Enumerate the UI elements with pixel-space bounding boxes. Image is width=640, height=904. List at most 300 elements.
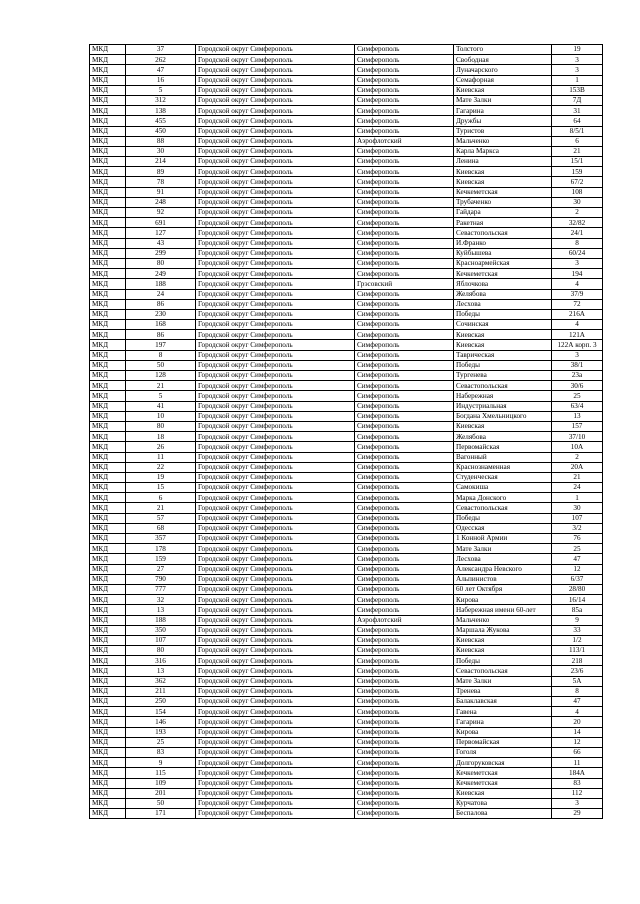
street-cell: Трубаченко — [454, 197, 552, 207]
type-cell: МКД — [90, 146, 126, 156]
house-cell: 194 — [552, 269, 603, 279]
house-cell: 30 — [552, 503, 603, 513]
locality-cell: Симферополь — [355, 289, 454, 299]
number-cell: 86 — [126, 299, 196, 309]
type-cell: МКД — [90, 513, 126, 523]
table-row — [90, 340, 603, 350]
house-cell: 11 — [552, 758, 603, 768]
number-cell: 21 — [126, 503, 196, 513]
street-cell: Желябова — [454, 432, 552, 442]
table-row — [90, 554, 603, 564]
locality-cell: Симферополь — [355, 564, 454, 574]
house-cell: 72 — [552, 299, 603, 309]
type-cell: МКД — [90, 55, 126, 65]
street-cell: Севастопольская — [454, 503, 552, 513]
locality-cell: Симферополь — [355, 401, 454, 411]
street-cell: Свободная — [454, 55, 552, 65]
table-row — [90, 197, 603, 207]
table-row — [90, 45, 603, 55]
district-cell: Городской округ Симферополь — [196, 432, 355, 442]
district-cell: Городской округ Симферополь — [196, 564, 355, 574]
locality-cell: Симферополь — [355, 258, 454, 268]
house-cell: 21 — [552, 146, 603, 156]
table-row — [90, 299, 603, 309]
street-cell: Красноармейская — [454, 258, 552, 268]
district-cell: Городской округ Симферополь — [196, 65, 355, 75]
table-row — [90, 747, 603, 757]
number-cell: 299 — [126, 248, 196, 258]
street-cell: Киевская — [454, 788, 552, 798]
type-cell: МКД — [90, 350, 126, 360]
house-cell: 1 — [552, 493, 603, 503]
house-cell: 33 — [552, 625, 603, 635]
locality-cell: Симферополь — [355, 707, 454, 717]
locality-cell: Симферополь — [355, 167, 454, 177]
district-cell: Городской округ Симферополь — [196, 411, 355, 421]
district-cell: Городской округ Симферополь — [196, 523, 355, 533]
type-cell: МКД — [90, 778, 126, 788]
street-cell: Мальченко — [454, 615, 552, 625]
locality-cell: Аэрофлотский — [355, 136, 454, 146]
district-cell: Городской округ Симферополь — [196, 574, 355, 584]
locality-cell: Аэрофлотский — [355, 615, 454, 625]
table-row — [90, 697, 603, 707]
house-cell: 28/80 — [552, 584, 603, 594]
house-cell: 23/6 — [552, 666, 603, 676]
type-cell: МКД — [90, 85, 126, 95]
district-cell: Городской округ Симферополь — [196, 584, 355, 594]
house-cell: 16/14 — [552, 595, 603, 605]
number-cell: 9 — [126, 758, 196, 768]
house-cell: 9 — [552, 615, 603, 625]
number-cell: 91 — [126, 187, 196, 197]
type-cell: МКД — [90, 208, 126, 218]
street-cell: Александра Невского — [454, 564, 552, 574]
housing-table — [89, 44, 603, 819]
street-cell: Сочинская — [454, 320, 552, 330]
street-cell: Луначарского — [454, 65, 552, 75]
locality-cell: Симферополь — [355, 65, 454, 75]
house-cell: 1/2 — [552, 635, 603, 645]
street-cell: Первомайская — [454, 737, 552, 747]
locality-cell: Симферополь — [355, 371, 454, 381]
number-cell: 86 — [126, 330, 196, 340]
district-cell: Городской округ Симферополь — [196, 360, 355, 370]
type-cell: МКД — [90, 432, 126, 442]
locality-cell: Симферополь — [355, 330, 454, 340]
table-row — [90, 320, 603, 330]
table-row — [90, 411, 603, 421]
table-row — [90, 656, 603, 666]
number-cell: 201 — [126, 788, 196, 798]
number-cell: 214 — [126, 157, 196, 167]
table-row — [90, 187, 603, 197]
table-row — [90, 625, 603, 635]
locality-cell: Симферополь — [355, 513, 454, 523]
house-cell: 2 — [552, 208, 603, 218]
house-cell: 64 — [552, 116, 603, 126]
house-cell: 21 — [552, 472, 603, 482]
number-cell: 80 — [126, 646, 196, 656]
type-cell: МКД — [90, 686, 126, 696]
street-cell: Толстого — [454, 45, 552, 55]
number-cell: 350 — [126, 625, 196, 635]
type-cell: МКД — [90, 330, 126, 340]
number-cell: 15 — [126, 483, 196, 493]
type-cell: МКД — [90, 197, 126, 207]
locality-cell: Грэсовский — [355, 279, 454, 289]
house-cell: 76 — [552, 534, 603, 544]
table-row — [90, 309, 603, 319]
number-cell: 211 — [126, 686, 196, 696]
table-row — [90, 595, 603, 605]
number-cell: 8 — [126, 350, 196, 360]
table-row — [90, 493, 603, 503]
type-cell: МКД — [90, 554, 126, 564]
locality-cell: Симферополь — [355, 625, 454, 635]
district-cell: Городской округ Симферополь — [196, 656, 355, 666]
number-cell: 362 — [126, 676, 196, 686]
street-cell: Севастопольская — [454, 381, 552, 391]
house-cell: 32/82 — [552, 218, 603, 228]
table-row — [90, 85, 603, 95]
number-cell: 13 — [126, 666, 196, 676]
house-cell: 30/6 — [552, 381, 603, 391]
district-cell: Городской округ Симферополь — [196, 197, 355, 207]
locality-cell: Симферополь — [355, 177, 454, 187]
locality-cell: Симферополь — [355, 534, 454, 544]
table-row — [90, 157, 603, 167]
house-cell: 8 — [552, 686, 603, 696]
locality-cell: Симферополь — [355, 798, 454, 808]
number-cell: 168 — [126, 320, 196, 330]
type-cell: МКД — [90, 75, 126, 85]
locality-cell: Симферополь — [355, 676, 454, 686]
number-cell: 107 — [126, 635, 196, 645]
street-cell: Гагарина — [454, 106, 552, 116]
number-cell: 357 — [126, 534, 196, 544]
street-cell: Вагонный — [454, 452, 552, 462]
street-cell: Студенческая — [454, 472, 552, 482]
street-cell: Победы — [454, 309, 552, 319]
locality-cell: Симферополь — [355, 483, 454, 493]
street-cell: Кирова — [454, 595, 552, 605]
type-cell: МКД — [90, 187, 126, 197]
type-cell: МКД — [90, 299, 126, 309]
district-cell: Городской округ Симферополь — [196, 371, 355, 381]
number-cell: 24 — [126, 289, 196, 299]
street-cell: Одесская — [454, 523, 552, 533]
number-cell: 188 — [126, 615, 196, 625]
street-cell: Семафорная — [454, 75, 552, 85]
number-cell: 18 — [126, 432, 196, 442]
house-cell: 108 — [552, 187, 603, 197]
house-cell: 85а — [552, 605, 603, 615]
district-cell: Городской округ Симферополь — [196, 768, 355, 778]
district-cell: Городской округ Симферополь — [196, 208, 355, 218]
house-cell: 67/2 — [552, 177, 603, 187]
number-cell: 262 — [126, 55, 196, 65]
district-cell: Городской округ Симферополь — [196, 798, 355, 808]
district-cell: Городской округ Симферополь — [196, 45, 355, 55]
locality-cell: Симферополь — [355, 635, 454, 645]
house-cell: 15/1 — [552, 157, 603, 167]
locality-cell: Симферополь — [355, 605, 454, 615]
locality-cell: Симферополь — [355, 187, 454, 197]
locality-cell: Симферополь — [355, 269, 454, 279]
number-cell: 171 — [126, 809, 196, 819]
type-cell: МКД — [90, 126, 126, 136]
locality-cell: Симферополь — [355, 768, 454, 778]
table-row — [90, 727, 603, 737]
type-cell: МКД — [90, 452, 126, 462]
type-cell: МКД — [90, 798, 126, 808]
number-cell: 250 — [126, 697, 196, 707]
type-cell: МКД — [90, 574, 126, 584]
district-cell: Городской округ Симферополь — [196, 778, 355, 788]
district-cell: Городской округ Симферополь — [196, 697, 355, 707]
street-cell: Карла Маркса — [454, 146, 552, 156]
number-cell: 197 — [126, 340, 196, 350]
street-cell: Победы — [454, 360, 552, 370]
table-row — [90, 574, 603, 584]
type-cell: МКД — [90, 666, 126, 676]
table-row — [90, 483, 603, 493]
table-row — [90, 146, 603, 156]
street-cell: Лесхова — [454, 299, 552, 309]
table-row — [90, 360, 603, 370]
number-cell: 47 — [126, 65, 196, 75]
district-cell: Городской округ Симферополь — [196, 320, 355, 330]
table-row — [90, 615, 603, 625]
table-row — [90, 55, 603, 65]
locality-cell: Симферополь — [355, 146, 454, 156]
house-cell: 31 — [552, 106, 603, 116]
number-cell: 80 — [126, 421, 196, 431]
table-row — [90, 635, 603, 645]
type-cell: МКД — [90, 758, 126, 768]
street-cell: Кечкеметская — [454, 187, 552, 197]
district-cell: Городской округ Симферополь — [196, 248, 355, 258]
street-cell: Киевская — [454, 646, 552, 656]
district-cell: Городской округ Симферополь — [196, 595, 355, 605]
table-row — [90, 666, 603, 676]
type-cell: МКД — [90, 289, 126, 299]
house-cell: 112 — [552, 788, 603, 798]
table-row — [90, 513, 603, 523]
house-cell: 113/1 — [552, 646, 603, 656]
number-cell: 128 — [126, 371, 196, 381]
type-cell: МКД — [90, 167, 126, 177]
district-cell: Городской округ Симферополь — [196, 157, 355, 167]
type-cell: МКД — [90, 442, 126, 452]
district-cell: Городской округ Симферополь — [196, 75, 355, 85]
number-cell: 25 — [126, 737, 196, 747]
locality-cell: Симферополь — [355, 45, 454, 55]
street-cell: Альпинистов — [454, 574, 552, 584]
number-cell: 92 — [126, 208, 196, 218]
type-cell: МКД — [90, 737, 126, 747]
number-cell: 88 — [126, 136, 196, 146]
street-cell: Яблочкова — [454, 279, 552, 289]
type-cell: МКД — [90, 360, 126, 370]
locality-cell: Симферополь — [355, 85, 454, 95]
house-cell: 63/4 — [552, 401, 603, 411]
street-cell: Марка Донского — [454, 493, 552, 503]
district-cell: Городской округ Симферополь — [196, 666, 355, 676]
district-cell: Городской округ Симферополь — [196, 513, 355, 523]
district-cell: Городской округ Симферополь — [196, 646, 355, 656]
locality-cell: Симферополь — [355, 493, 454, 503]
type-cell: МКД — [90, 625, 126, 635]
district-cell: Городской округ Симферополь — [196, 279, 355, 289]
type-cell: МКД — [90, 218, 126, 228]
type-cell: МКД — [90, 656, 126, 666]
house-cell: 157 — [552, 421, 603, 431]
locality-cell: Симферополь — [355, 666, 454, 676]
locality-cell: Симферополь — [355, 432, 454, 442]
street-cell: Киевская — [454, 635, 552, 645]
type-cell: МКД — [90, 371, 126, 381]
locality-cell: Симферополь — [355, 350, 454, 360]
number-cell: 316 — [126, 656, 196, 666]
number-cell: 691 — [126, 218, 196, 228]
number-cell: 248 — [126, 197, 196, 207]
street-cell: Киевская — [454, 85, 552, 95]
district-cell: Городской округ Симферополь — [196, 554, 355, 564]
district-cell: Городской округ Симферополь — [196, 462, 355, 472]
number-cell: 193 — [126, 727, 196, 737]
type-cell: МКД — [90, 340, 126, 350]
type-cell: МКД — [90, 676, 126, 686]
house-cell: 4 — [552, 320, 603, 330]
number-cell: 5 — [126, 391, 196, 401]
table-row — [90, 737, 603, 747]
type-cell: МКД — [90, 106, 126, 116]
number-cell: 790 — [126, 574, 196, 584]
locality-cell: Симферополь — [355, 218, 454, 228]
locality-cell: Симферополь — [355, 717, 454, 727]
number-cell: 249 — [126, 269, 196, 279]
street-cell: И.Франко — [454, 238, 552, 248]
house-cell: 122А корп. 3 — [552, 340, 603, 350]
street-cell: Краснознаменная — [454, 462, 552, 472]
number-cell: 32 — [126, 595, 196, 605]
table-row — [90, 564, 603, 574]
locality-cell: Симферополь — [355, 228, 454, 238]
type-cell: МКД — [90, 523, 126, 533]
number-cell: 78 — [126, 177, 196, 187]
house-cell: 3/2 — [552, 523, 603, 533]
type-cell: МКД — [90, 707, 126, 717]
table-row — [90, 646, 603, 656]
locality-cell: Симферополь — [355, 381, 454, 391]
district-cell: Городской округ Симферополь — [196, 258, 355, 268]
house-cell: 6 — [552, 136, 603, 146]
district-cell: Городской округ Симферополь — [196, 737, 355, 747]
house-cell: 29 — [552, 809, 603, 819]
house-cell: 20 — [552, 717, 603, 727]
number-cell: 312 — [126, 95, 196, 105]
district-cell: Городской округ Симферополь — [196, 330, 355, 340]
locality-cell: Симферополь — [355, 340, 454, 350]
locality-cell: Симферополь — [355, 106, 454, 116]
table-row — [90, 208, 603, 218]
district-cell: Городской округ Симферополь — [196, 615, 355, 625]
district-cell: Городской округ Симферополь — [196, 309, 355, 319]
house-cell: 3 — [552, 350, 603, 360]
house-cell: 13 — [552, 411, 603, 421]
type-cell: МКД — [90, 462, 126, 472]
table-row — [90, 686, 603, 696]
house-cell: 8/5/1 — [552, 126, 603, 136]
district-cell: Городской округ Симферополь — [196, 299, 355, 309]
table-row — [90, 106, 603, 116]
district-cell: Городской округ Симферополь — [196, 85, 355, 95]
table-row — [90, 228, 603, 238]
table-row — [90, 258, 603, 268]
locality-cell: Симферополь — [355, 421, 454, 431]
locality-cell: Симферополь — [355, 727, 454, 737]
house-cell: 216А — [552, 309, 603, 319]
locality-cell: Симферополь — [355, 758, 454, 768]
locality-cell: Симферополь — [355, 309, 454, 319]
house-cell: 8 — [552, 238, 603, 248]
district-cell: Городской округ Симферополь — [196, 452, 355, 462]
street-cell: Самокиша — [454, 483, 552, 493]
table-row — [90, 544, 603, 554]
locality-cell: Симферополь — [355, 391, 454, 401]
street-cell: Кечкеметская — [454, 768, 552, 778]
street-cell: Гоголя — [454, 747, 552, 757]
number-cell: 154 — [126, 707, 196, 717]
number-cell: 68 — [126, 523, 196, 533]
type-cell: МКД — [90, 564, 126, 574]
table-row — [90, 523, 603, 533]
locality-cell: Симферополь — [355, 584, 454, 594]
number-cell: 5 — [126, 85, 196, 95]
type-cell: МКД — [90, 483, 126, 493]
locality-cell: Симферополь — [355, 574, 454, 584]
house-cell: 25 — [552, 391, 603, 401]
house-cell: 1 — [552, 75, 603, 85]
street-cell: Киевская — [454, 167, 552, 177]
type-cell: МКД — [90, 493, 126, 503]
number-cell: 13 — [126, 605, 196, 615]
number-cell: 230 — [126, 309, 196, 319]
number-cell: 777 — [126, 584, 196, 594]
district-cell: Городской округ Симферополь — [196, 421, 355, 431]
district-cell: Городской округ Симферополь — [196, 116, 355, 126]
table-row — [90, 778, 603, 788]
street-cell: Курчатова — [454, 798, 552, 808]
district-cell: Городской округ Симферополь — [196, 106, 355, 116]
table-row — [90, 503, 603, 513]
table-row — [90, 136, 603, 146]
table-row — [90, 432, 603, 442]
district-cell: Городской округ Симферополь — [196, 391, 355, 401]
district-cell: Городской округ Симферополь — [196, 493, 355, 503]
locality-cell: Симферополь — [355, 75, 454, 85]
number-cell: 27 — [126, 564, 196, 574]
number-cell: 50 — [126, 798, 196, 808]
street-cell: Мате Залки — [454, 95, 552, 105]
house-cell: 184А — [552, 768, 603, 778]
number-cell: 80 — [126, 258, 196, 268]
house-cell: 30 — [552, 197, 603, 207]
locality-cell: Симферополь — [355, 646, 454, 656]
type-cell: МКД — [90, 248, 126, 258]
